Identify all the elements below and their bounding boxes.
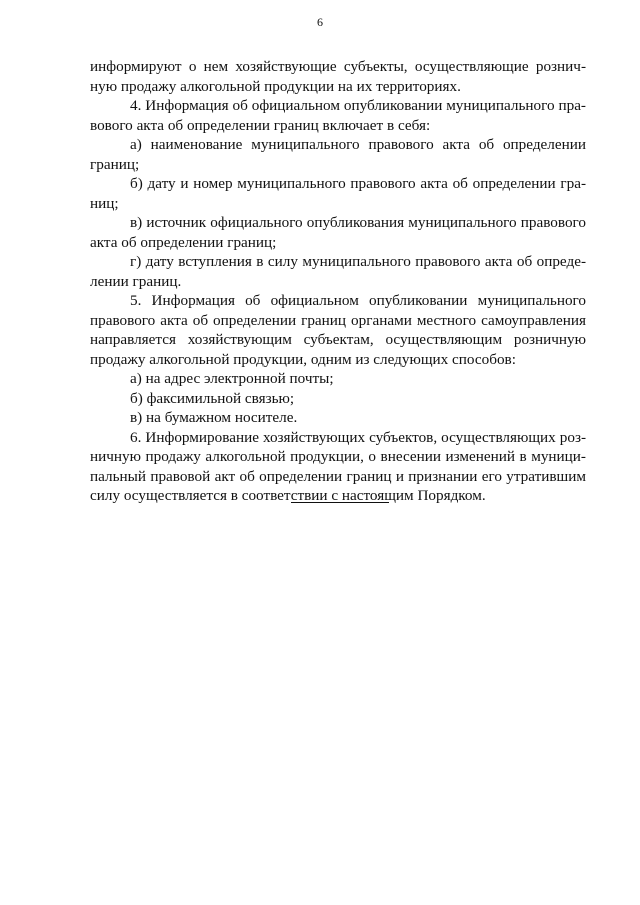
end-separator-line (291, 502, 389, 503)
text-line: ниц; (90, 194, 119, 212)
text-line: правового акта об определении границ органами местного самоуправления (90, 311, 586, 329)
text-line: б) факсимильной связью; (130, 389, 295, 407)
text-line: информируют о нем хозяйствующие субъекты, осуществляющие рознич- (90, 58, 586, 75)
text-line: а) наименование муниципального правового акта об определении (130, 136, 586, 153)
text-line: ничную продажу алкогольной продукции, о внесении изменений в муници- (90, 448, 586, 465)
text-line: б) дату и номер муниципального правового акта об определении гра- (130, 175, 586, 192)
text-line: в) на бумажном носителе. (130, 409, 298, 426)
text-line: ную продажу алкогольной продукции на их территориях. (90, 77, 461, 95)
text-line: г) дату вступления в силу муниципального правового акта об опреде- (130, 253, 586, 270)
text-line: границ; (90, 155, 140, 173)
page-number: 6 (317, 15, 323, 29)
text-line: вового акта об определении границ включает в себя: (90, 116, 431, 134)
text-line: 5. Информация об официальном опубликовании муниципального (130, 292, 586, 309)
text-line: 6. Информирование хозяйствующих субъектов, осуществляющих роз- (130, 428, 586, 446)
text-line: направляется хозяйствующим субъектам, осуществляющим розничную (90, 331, 586, 348)
text-line: а) на адрес электронной почты; (130, 370, 334, 387)
text-line: акта об определении границ; (90, 233, 277, 251)
text-line: пальный правовой акт об определении границ и признании его утратившим (90, 467, 586, 485)
text-line: продажу алкогольной продукции, одним из следующих способов: (90, 350, 516, 368)
text-line: силу осуществляется в соответствии с настоящим Порядком. (90, 487, 486, 504)
text-line: лении границ. (90, 272, 182, 290)
text-line: в) источник официального опубликования муниципального правового (130, 214, 586, 231)
text-line: 4. Информация об официальном опубликовании муниципального пра- (130, 97, 586, 114)
document-body (90, 57, 586, 506)
